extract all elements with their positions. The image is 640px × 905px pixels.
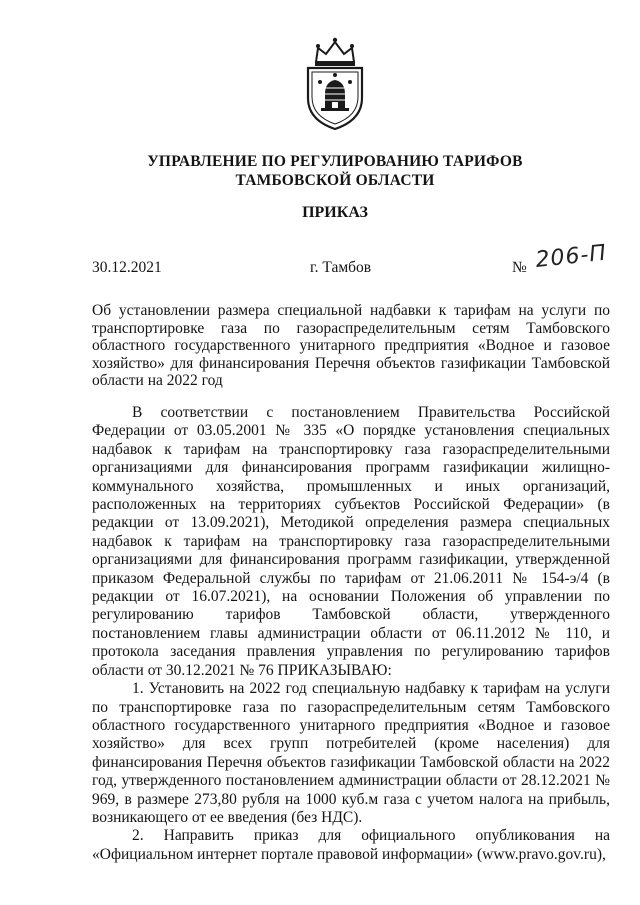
preamble-paragraph: В соответствии с постановлением Правительства Российской Федерации от 03.05.2001 № 335 «О порядке установления специальных надбавок к тарифам на транспортировку газа газораспределительными организациями для финансирования программ газификации жилищно-коммунального хозяйства, промышленных и иных организаций, расположенных на территориях субъектов Российской Федерации» (в редакции от 13.09.2021), Методикой определения размера специальных надбавок к тарифам на транспортировку газа газораспределительными организациями для финансирования программ газификации, утвержденной приказом Федеральной службы по тарифам от 21.06.2011 № 154-э/4 (в редакции от 16.07.2021), на основании Положения об управлении по регулированию тарифов Тамбовской области, утвержденного постановлением главы администрации области от 06.11.2012 № 110, и протокола заседания правления управления по регулированию тарифов области от 30.12.2021 № 76 ПРИКАЗЫВАЮ: — [92, 404, 610, 679]
document-type: ПРИКАЗ — [302, 204, 368, 221]
item-1-paragraph: 1. Установить на 2022 год специальную надбавку к тарифам на услуги по транспортировке газа по газораспределительным сетям Тамбовского областного государственного унитарного предприятия «Водное и газовое хозяйство» для всех групп потребителей (кроме населения) для финансирования Перечня объектов газификации Тамбовской области на 2022 год, утвержденного постановлением администрации области от 28.12.2021 № 969, в размере 273,80 рубля на 1000 куб.м газа с учетом налога на прибыль, возникающего от ее введения (без НДС). — [92, 680, 610, 826]
item-2-paragraph: 2. Направить приказ для официального опубликования на «Официальном интернет портале правовой информации» (www.pravo.gov.ru), — [92, 827, 610, 863]
organization-name — [60, 152, 610, 190]
document-number-handwritten: 206-П — [534, 240, 609, 273]
organization-name-line-1: УПРАВЛЕНИЕ ПО РЕГУЛИРОВАНИЮ ТАРИФОВ — [147, 153, 523, 170]
document-date: 30.12.2021 — [92, 259, 162, 276]
document-subject: Об установлении размера специальной надбавки к тарифам на услуги по транспортировке газа по газораспределительным сетям Тамбовского областного государственного унитарного предприятия «Водное и газовое хозяйство» для финансирования Перечня объектов газификации Тамбовской области на 2022 год — [92, 302, 610, 390]
tambov-oblast-coat-of-arms-icon — [296, 36, 374, 132]
organization-name-line-2: ТАМБОВСКОЙ ОБЛАСТИ — [235, 172, 435, 189]
document-city: г. Тамбов — [310, 259, 372, 276]
document-body — [92, 404, 610, 864]
document-number-label: № — [512, 259, 527, 276]
